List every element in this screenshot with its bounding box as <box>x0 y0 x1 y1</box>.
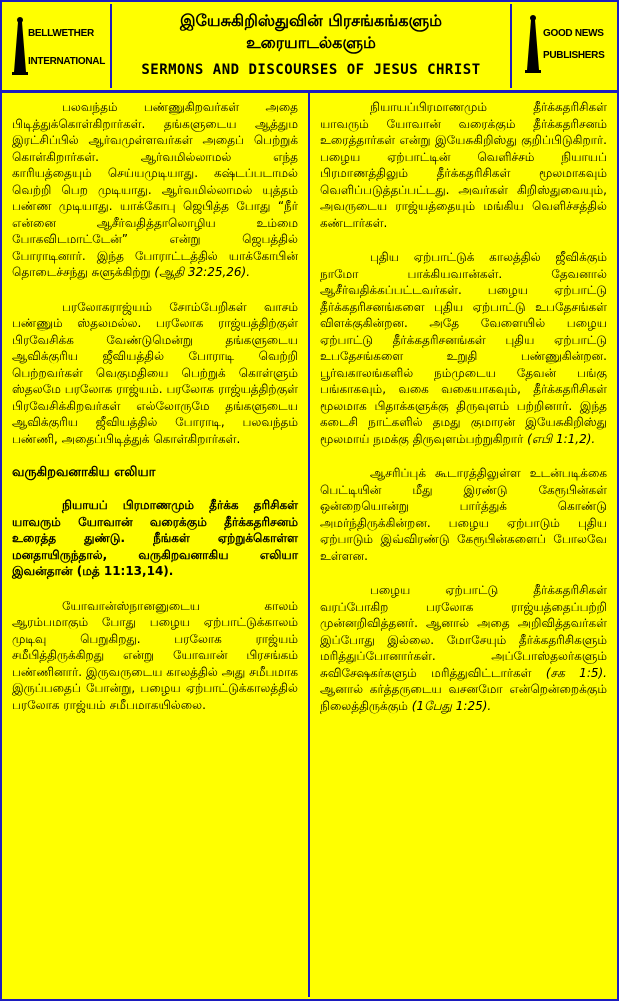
right-paragraph-4-text: பழைய ஏற்பாட்டு தீர்க்கதரிசிகள் வரப்போகிற பரலோக ராஜ்யத்தைப்பற்றி முன்னறிவித்தனர். ஆனால் அதை அறிவித்தவர்கள் இப்போது இல்லை. மோசேயும் தீர்க்கதரிசிகளும் மரித்துப்போனார்கள். அப்போஸ்தலர்களும் சுவிசேஷகர்களும் மரித்துவிட்டார்கள் <box>320 583 607 680</box>
logo-right-line1: GOOD NEWS <box>543 28 604 39</box>
publisher-logo-right <box>521 12 607 74</box>
tamil-title <box>112 10 510 54</box>
title-line-1: இயேசுகிறிஸ்துவின் பிரசங்கங்களும் <box>179 11 443 30</box>
right-paragraph-2-text: புதிய ஏற்பாட்டுக் காலத்தில் ஜீவிக்கும் நாமோ பாக்கியவான்கள். தேவனால் ஆசீர்வதிக்கப்பட்டவர்கள். பழைய ஏற்பாட்டு தீர்க்கதரிசனங்களை புதிய ஏற்பாட்டு உபதேசங்கள் விளக்குகின்றன. அதே வேளையில் பழைய ஏற்பாட்டு தீர்க்கதரிசனங்கள் புதிய ஏற்பாட்டு உபதேசங்களை உறுதி பண்ணுகின்றன. பூர்வகாலங்களில் நம்முடைய தேவன் பங்கு பங்காகவும், வகை வகையாகவும், தீர்க்கதரிசிகள் மூலமாக பிதாக்களுக்கு திருவுளம் பற்றினார். இந்த கடைசி நாட்களில் தமது குமாரன் இயேசுகிறிஸ்து மூலமாய் நமக்கு திருவுளம்பற்றுகிறார் <box>320 250 607 446</box>
right-column <box>308 93 617 997</box>
title-box <box>110 4 512 88</box>
scripture-quote-reference: (மத் 11:13,14). <box>76 564 174 578</box>
page-header <box>2 2 617 93</box>
english-subtitle: SERMONS AND DISCOURSES OF JESUS CHRIST <box>141 62 481 78</box>
publisher-logo-left <box>8 14 106 76</box>
scripture-reference: (1பேது 1:25). <box>411 698 492 713</box>
section-heading: வருகிறவனாகிய எலியா <box>12 465 156 480</box>
title-line-2: உரையாடல்களும் <box>246 33 376 52</box>
logo-right-line2: PUBLISHERS <box>543 50 605 61</box>
logo-left-line2: INTERNATIONAL <box>28 56 106 67</box>
scripture-reference: (ஆதி 32:25,26). <box>154 265 251 279</box>
left-paragraph-2: பரலோகராஜ்யம் சோம்பேறிகள் வாசம் பண்ணும் ஸ்தலமல்ல. பரலோக ராஜ்யத்திற்குள் பிரவேசிக்க வேண்டுமென்று தங்களுடைய ஆவிக்குரிய ஜீவியத்தில் போராடி வெற்றி பெற்றவர்கள் வெகுமதியை பெற்றுக் கொள்ளும் ஸ்தலமே பரலோக ராஜ்யம். பரலோக ராஜ்யத்திற்குள் பிரவேசிக்கிறவர்கள் எல்லோருமே தங்களுடைய ஆவிக்குரிய ஜீவியத்தில் போராடி, பலவந்தம் பண்ணி, அதைப்பிடித்துக் கொள்கிறார்கள். <box>12 299 298 446</box>
scripture-reference: (சக 1:5). <box>545 665 607 680</box>
content-columns <box>2 93 617 997</box>
right-paragraph-2 <box>320 249 607 447</box>
right-paragraph-4 <box>320 582 607 714</box>
left-paragraph-1-text: பலவந்தம் பண்ணுகிறவர்கள் அதை பிடித்துக்கொள்கிறார்கள். தங்களுடைய ஆத்தும இரட்சிப்பில் ஆர்வமுள்ளவர்கள் அதைப் பெற்றுக் கொள்கிறார்கள். ஆர்வமில்லாமல் எந்த காரியத்தையும் செய்யமுடியாது. கஷ்டப்படாமல் வெற்றி பெற முடியாது. ஆர்வமில்லாமல் யுத்தம் பண்ண முடியாது. யாக்கோபு ஜெபித்த போது “நீர் என்னை ஆசீர்வதித்தாலொழிய உம்மை போகவிடமாட்டேன்” என்று ஜெபத்தில் போராடினார். இந்த போராட்டத்தில் யாக்கோபின் தொடைச்சந்து சுளுக்கிற்று <box>12 100 298 279</box>
left-column <box>2 93 308 997</box>
logo-left-line1: BELLWETHER <box>28 28 94 39</box>
right-paragraph-3: ஆசரிப்புக் கூடாரத்திலுள்ள உடன்படிக்கை பெட்டியின் மீது இரண்டு கேரூபின்கள் ஒன்றையொன்று பார்த்துக் கொண்டு அமர்ந்திருக்கின்றன. பழைய ஏற்பாடும் புதிய ஏற்பாடும் இவ்விரண்டு கேரூபின்களைப் போலவே உள்ளன. <box>320 466 607 563</box>
right-paragraph-1: நியாயப்பிரமாணமும் தீர்க்கதரிசிகள் யாவரும் யோவான் வரைக்கும் தீர்க்கதரிசனம் உரைத்தார்கள் என்று இயேசுகிறிஸ்து குறிப்பிடுகிறார். பழைய ஏற்பாட்டின் வெளிச்சம் நியாயப் பிரமாணத்திலும் தீர்க்கதரிசிகள் மூலமாகவும் வெளிப்படுத்தப்பட்டது. அவர்கள் கிறிஸ்துவையும், அவருடைய ராஜ்யத்தையும் மங்கிய வெளிச்சத்தில் கண்டார்கள். <box>320 100 607 230</box>
right-paragraph-4-continuation: ஆனால் கர்த்தருடைய வசனமோ என்றென்றைக்கும் நிலைத்திருக்கும் <box>320 682 607 713</box>
left-paragraph-1 <box>12 99 298 281</box>
scripture-quote-text: நியாயப் பிரமாணமும் தீர்க்க தரிசிகள் யாவரும் யோவான் வரைக்கும் தீர்க்கதரிசனம் உரைத்த துண்டு. நீங்கள் ஏற்றுக்கொள்ள மனதாயிருந்தால், வருகிறவனாகிய எலியா இவன்தான் <box>12 498 298 578</box>
scripture-quote <box>12 497 298 580</box>
good-news-logo-icon <box>521 12 607 74</box>
scripture-reference: (எபி 1:1,2). <box>527 431 596 446</box>
left-paragraph-3: யோவான்ஸ்நானனுடைய காலம் ஆரம்பமாகும் போது பழைய ஏற்பாட்டுக்காலம் முடிவு பெறுகிறது. பரலோக ராஜ்யம் சமீபித்திருக்கிறது என்று யோவான் பிரசங்கம் பண்ணினார். இருவருடைய காலத்தில் அது சமீபமாக இருப்பதைப் போன்று, பழைய ஏற்பாட்டுக்காலத்தில் பரலோக ராஜ்யம் சமீபமாகயில்லை. <box>12 598 299 712</box>
